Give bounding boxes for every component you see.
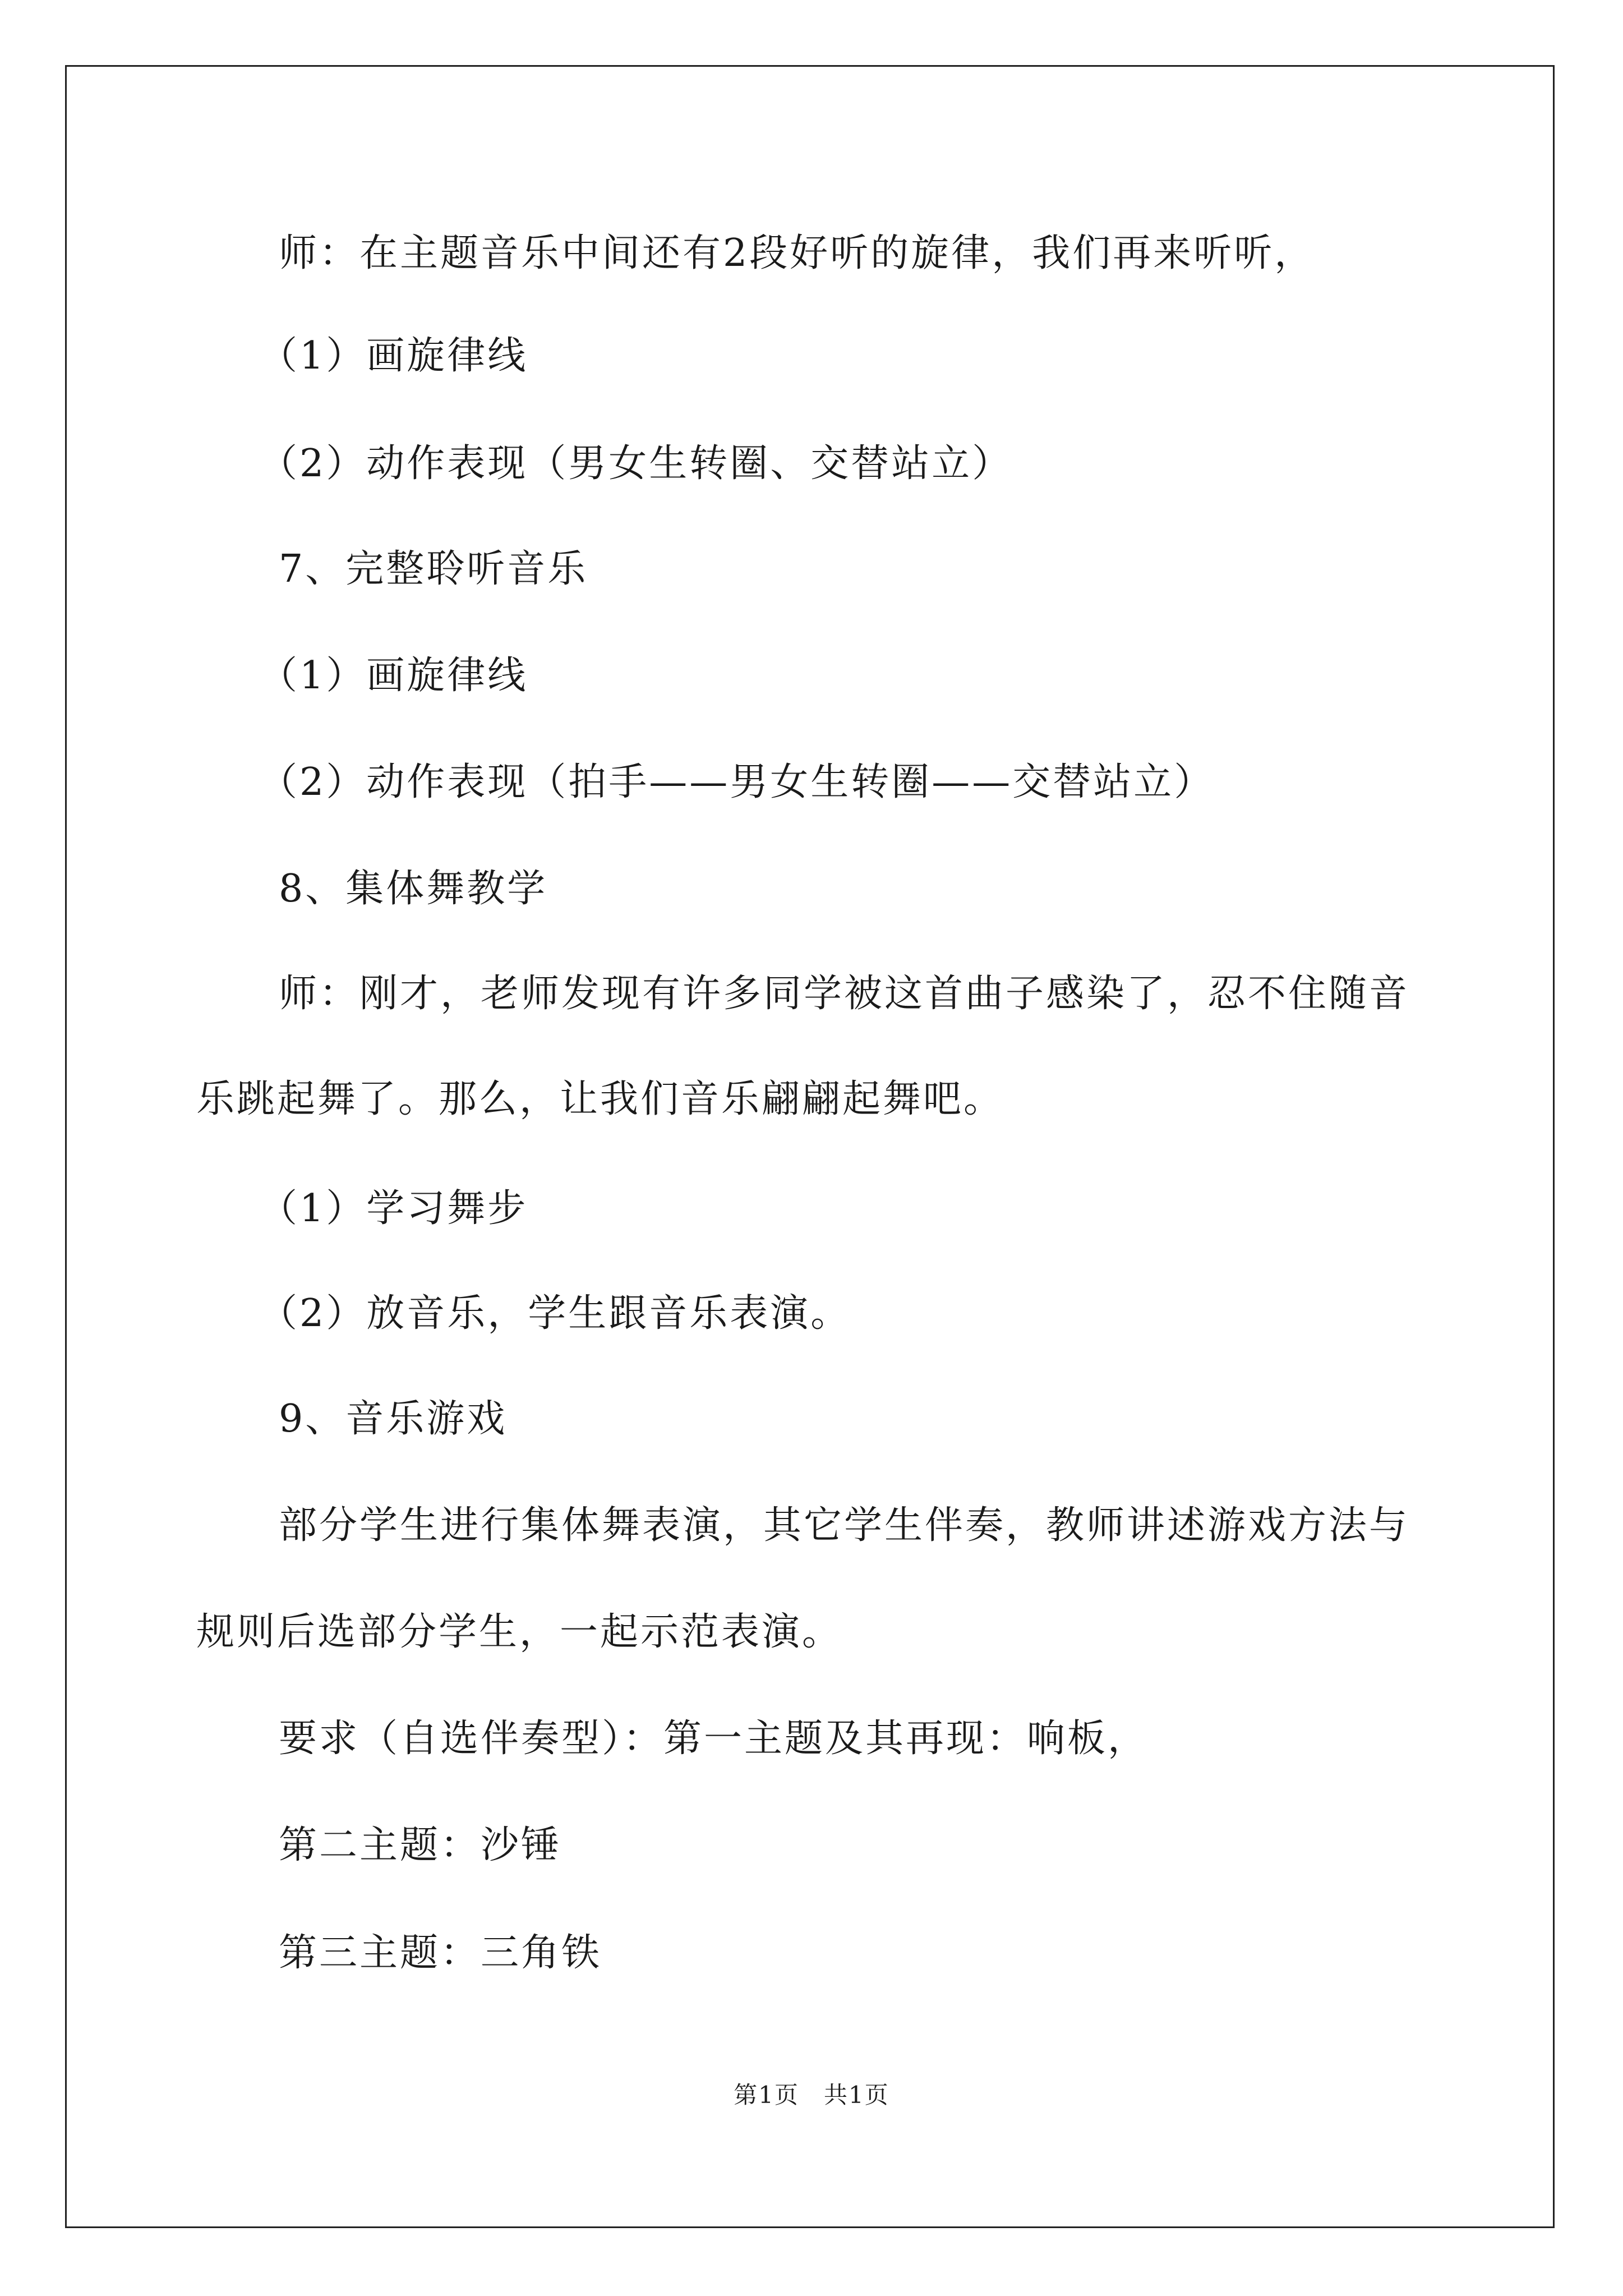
paragraph-line: 要求（自选伴奏型）：第一主题及其再现：响板， — [279, 1717, 1149, 1761]
paragraph-line: 师：刚才，老师发现有许多同学被这首曲子感染了，忍不住随音 — [279, 972, 1410, 1016]
paragraph-line: （2）动作表现（男女生转圈、交替站立） — [259, 441, 1013, 486]
section-heading: 9、音乐游戏 — [279, 1397, 508, 1441]
paragraph-line: （1）画旋律线 — [259, 334, 528, 378]
paragraph-line: （2）动作表现（拍手——男女生转圈——交替站立） — [259, 760, 1215, 804]
page-number: 第1页 共1页 — [734, 2081, 889, 2109]
paragraph-line: 规则后选部分学生，一起示范表演。 — [196, 1610, 843, 1654]
section-heading: 8、集体舞教学 — [279, 867, 548, 911]
page-border — [65, 65, 1555, 2228]
paragraph-line: 部分学生进行集体舞表演，其它学生伴奏，教师讲述游戏方法与 — [279, 1503, 1410, 1548]
paragraph-line: （1）画旋律线 — [259, 654, 528, 698]
paragraph-line: （1）学习舞步 — [259, 1186, 528, 1231]
paragraph-line: 第二主题：沙锤 — [279, 1823, 562, 1867]
section-heading: 7、完整聆听音乐 — [279, 547, 588, 591]
paragraph-line: （2）放音乐，学生跟音乐表演。 — [259, 1291, 851, 1336]
paragraph-line: 师：在主题音乐中间还有2段好听的旋律，我们再来听听， — [279, 231, 1315, 275]
paragraph-line: 乐跳起舞了。那么，让我们音乐翩翩起舞吧。 — [196, 1077, 1004, 1121]
paragraph-line: 第三主题：三角铁 — [279, 1931, 602, 1975]
